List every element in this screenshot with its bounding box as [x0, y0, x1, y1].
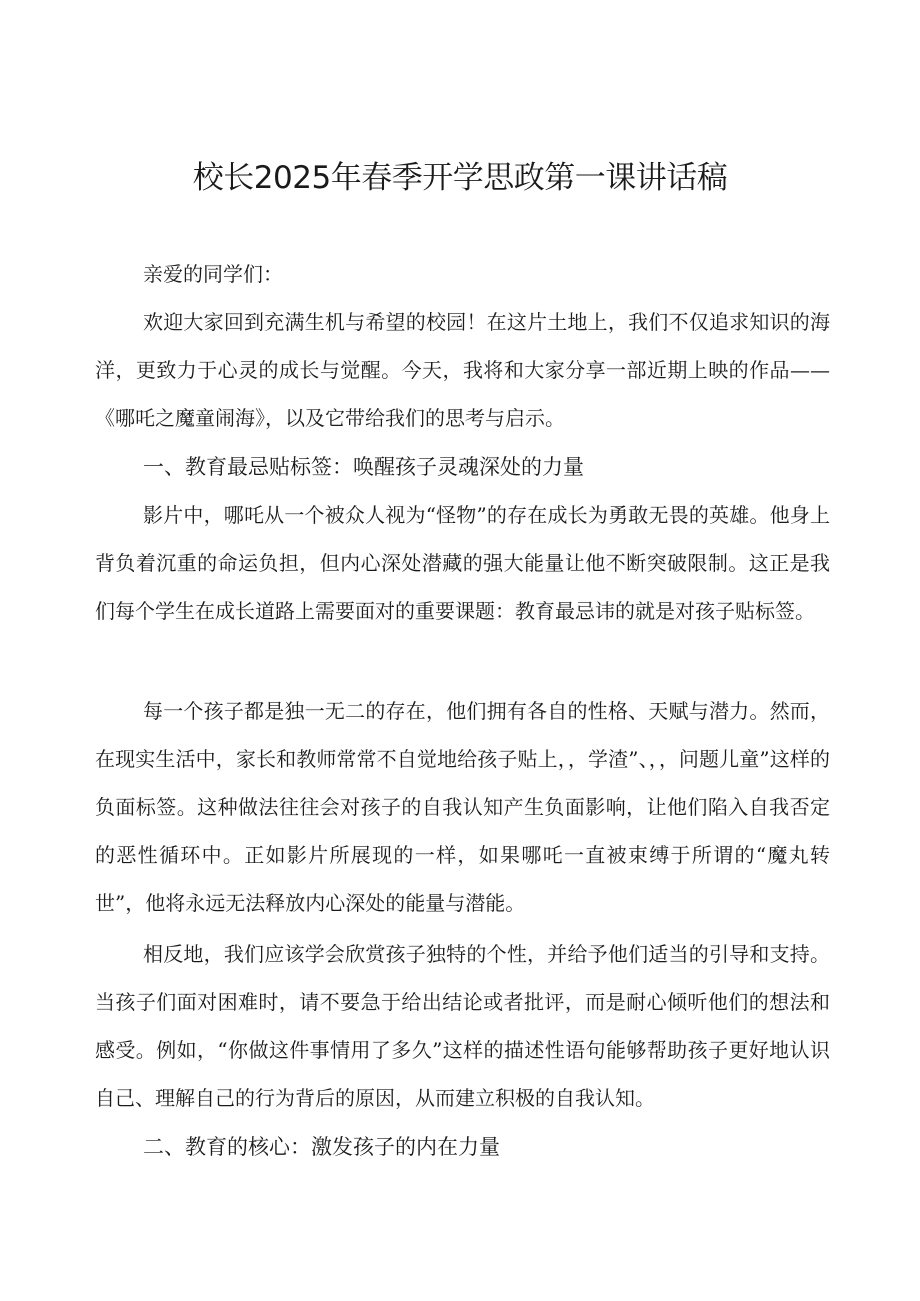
paragraph-4: 相反地，我们应该学会欣赏孩子独特的个性，并给予他们适当的引导和支持。当孩子们面对困难时，请不要急于给出结论或者批评，而是耐心倾听他们的想法和感受。例如，“你做这件事情用了多久”这样的描述性语句能够帮助孩子更好地认识自己、理解自己的行为背后的原因，从而建立积极的自我认知。	[95, 942, 830, 1110]
section-heading-1: 一、教育最忌贴标签：唤醒孩子灵魂深处的力量	[143, 455, 584, 479]
paragraph-1: 欢迎大家回到充满生机与希望的校园！在这片土地上，我们不仅追求知识的海洋，更致力于心灵的成长与觉醒。今天，我将和大家分享一部近期上映的作品——《哪吒之魔童闹海》，以及它带给我们的思考与启示。	[95, 310, 830, 430]
section-heading-2: 二、教育的核心：激发孩子的内在力量	[143, 1135, 500, 1159]
paragraph-3: 每一个孩子都是独一无二的存在，他们拥有各自的性格、天赋与潜力。然而，在现实生活中，家长和教师常常不自觉地给孩子贴上，，学渣”、，，问题儿童”这样的负面标签。这种做法往往会对孩子的自我认知产生负面影响，让他们陷入自我否定的恶性循环中。正如影片所展现的一样，如果哪吒一直被束缚于所谓的“魔丸转世”，他将永远无法释放内心深处的能量与潜能。	[95, 699, 830, 915]
paragraph-2: 影片中，哪吒从一个被众人视为“怪物”的存在成长为勇敢无畏的英雄。他身上背负着沉重的命运负担，但内心深处潜藏的强大能量让他不断突破限制。这正是我们每个学生在成长道路上需要面对的重要课题：教育最忌讳的就是对孩子贴标签。	[95, 503, 830, 623]
salutation: 亲爱的同学们：	[143, 262, 283, 286]
document-title: 校长2025年春季开学思政第一课讲话稿	[192, 160, 728, 196]
